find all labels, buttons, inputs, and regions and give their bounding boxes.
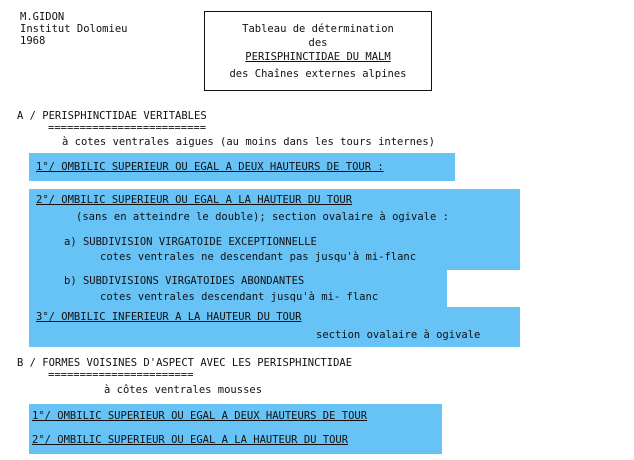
- section-a-subtitle: à cotes ventrales aigues (au moins dans les tours internes): [62, 136, 435, 148]
- section-a-item-2b-title: b) SUBDIVISIONS VIRGATOIDES ABONDANTES: [64, 275, 305, 287]
- section-a-item-2a-desc: cotes ventrales ne descendant pas jusqu'à mi-flanc: [100, 251, 417, 263]
- section-b-item-1: 1°/ OMBILIC SUPERIEUR OU EGAL A DEUX HAUTEURS DE TOUR: [32, 410, 368, 422]
- section-a-item-2-desc: (sans en atteindre le double); section ovalaire à ogivale :: [76, 211, 449, 223]
- title-box: [204, 11, 432, 91]
- title-line-3: PERISPHINCTIDAE DU MALM: [245, 51, 391, 63]
- section-b-subtitle: à côtes ventrales mousses: [104, 384, 263, 396]
- section-a-rule: =========================: [48, 122, 207, 134]
- section-a-item-1-text: 1°/ OMBILIC SUPERIEUR OU EGAL A DEUX HAUTEURS DE TOUR :: [36, 161, 384, 173]
- title-line-1: Tableau de détermination: [242, 23, 394, 35]
- section-a-item-2a-title: a) SUBDIVISION VIRGATOIDE EXCEPTIONNELLE: [64, 236, 317, 248]
- section-a-item-3-title: 3°/ OMBILIC INFERIEUR A LA HAUTEUR DU TOUR: [36, 311, 302, 323]
- title-line-2: des: [308, 37, 328, 49]
- section-a-item-2b-desc: cotes ventrales descendant jusqu'à mi- flanc: [100, 291, 379, 303]
- section-b-heading: B / FORMES VOISINES D'ASPECT AVEC LES PERISPHINCTIDAE: [17, 357, 353, 369]
- section-b-item-2: 2°/ OMBILIC SUPERIEUR OU EGAL A LA HAUTEUR DU TOUR: [32, 434, 349, 446]
- institute-name: Institut Dolomieu: [20, 23, 128, 35]
- author-name: M.GIDON: [20, 11, 65, 23]
- section-a-item-1: [36, 162, 384, 173]
- section-a-item-3-desc: section ovalaire à ogivale: [316, 329, 481, 341]
- section-a-heading: A / PERISPHINCTIDAE VERITABLES: [17, 110, 207, 122]
- section-b-rule: =======================: [48, 369, 194, 381]
- year: 1968: [20, 35, 46, 47]
- section-a-item-2-title: 2°/ OMBILIC SUPERIEUR OU EGAL A LA HAUTEUR DU TOUR: [36, 194, 353, 206]
- title-line-4: des Chaînes externes alpines: [229, 68, 407, 80]
